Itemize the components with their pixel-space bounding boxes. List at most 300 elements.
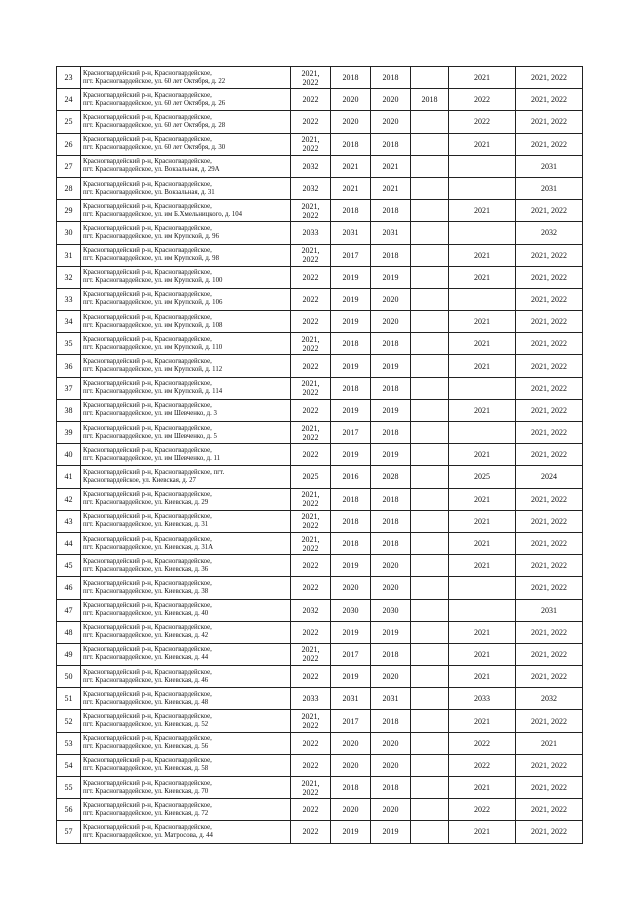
address-line-2: пгт. Красногвардейское, ул. Вокзальная, д. 29А bbox=[83, 166, 220, 174]
year-cell-c4 bbox=[411, 67, 449, 89]
row-number: 43 bbox=[57, 510, 81, 532]
row-number: 48 bbox=[57, 621, 81, 643]
year-cell-c4 bbox=[411, 555, 449, 577]
year-cell-c2: 2017 bbox=[331, 643, 371, 665]
year-cell-c3: 2020 bbox=[371, 555, 411, 577]
table-row bbox=[57, 67, 583, 89]
year-cell-c2: 2019 bbox=[331, 355, 371, 377]
address-cell bbox=[81, 488, 291, 510]
address-line-1: Красногвардейский р-н, Красногвардейское, bbox=[83, 624, 212, 632]
address-line-2: пгт. Красногвардейское, ул. им Крупской, д. 114 bbox=[83, 388, 223, 396]
year-cell-c6: 2021, 2022 bbox=[516, 488, 583, 510]
year-cell-c6: 2021, 2022 bbox=[516, 266, 583, 288]
address-cell bbox=[81, 732, 291, 754]
year-cell-c6: 2021, 2022 bbox=[516, 821, 583, 843]
year-cell-c3: 2030 bbox=[371, 599, 411, 621]
year-cell-c5: 2021 bbox=[449, 821, 516, 843]
year-cell-c3: 2020 bbox=[371, 311, 411, 333]
year-cell-c3: 2020 bbox=[371, 111, 411, 133]
year-cell-c2: 2019 bbox=[331, 621, 371, 643]
year-cell-c5: 2022 bbox=[449, 754, 516, 776]
year-cell-c4 bbox=[411, 488, 449, 510]
year-cell-c3: 2018 bbox=[371, 67, 411, 89]
address-line-1: Красногвардейский р-н, Красногвардейское, bbox=[83, 291, 212, 299]
year-cell-c3: 2018 bbox=[371, 377, 411, 399]
year-cell-c6: 2031 bbox=[516, 177, 583, 199]
year-cell-c6: 2021, 2022 bbox=[516, 532, 583, 554]
year-cell-c6: 2021, 2022 bbox=[516, 67, 583, 89]
year-cell-c1: 2022 bbox=[291, 311, 331, 333]
row-number: 23 bbox=[57, 67, 81, 89]
address-line-2: пгт. Красногвардейское, ул. 60 лет Октября, д. 22 bbox=[83, 77, 226, 85]
year-cell-c5: 2021 bbox=[449, 333, 516, 355]
address-line-1: Красногвардейский р-н, Красногвардейское, bbox=[83, 224, 212, 232]
year-cell-c1: 2022 bbox=[291, 355, 331, 377]
address-line-1: Красногвардейский р-н, Красногвардейское, bbox=[83, 180, 212, 188]
year-cell-c6: 2021, 2022 bbox=[516, 710, 583, 732]
address-cell bbox=[81, 355, 291, 377]
year-cell-c6: 2021, 2022 bbox=[516, 333, 583, 355]
table-row bbox=[57, 510, 583, 532]
row-number: 26 bbox=[57, 133, 81, 155]
table-row bbox=[57, 177, 583, 199]
year-cell-c2: 2030 bbox=[331, 599, 371, 621]
address-line-1: Красногвардейский р-н, Красногвардейское, bbox=[83, 202, 212, 210]
address-cell bbox=[81, 422, 291, 444]
year-cell-c5: 2021 bbox=[449, 777, 516, 799]
address-line-2: пгт. Красногвардейское, ул. Вокзальная, д. 31 bbox=[83, 188, 215, 196]
year-cell-c5: 2021 bbox=[449, 488, 516, 510]
year-cell-c3: 2018 bbox=[371, 643, 411, 665]
address-line-1: Красногвардейский р-н, Красногвардейское, bbox=[83, 358, 212, 366]
address-line-2: пгт. Красногвардейское, ул. им Крупской, д. 110 bbox=[83, 343, 223, 351]
address-line-1: Красногвардейский р-н, Красногвардейское, bbox=[83, 136, 212, 144]
row-number: 31 bbox=[57, 244, 81, 266]
address-line-2: пгт. Красногвардейское, ул. им Шевченко, д. 11 bbox=[83, 454, 221, 462]
document-page bbox=[56, 66, 582, 844]
year-cell-c3: 2019 bbox=[371, 621, 411, 643]
address-line-1: Красногвардейский р-н, Красногвардейское, bbox=[83, 690, 212, 698]
year-cell-c6: 2031 bbox=[516, 155, 583, 177]
address-cell bbox=[81, 777, 291, 799]
year-cell-c3: 2021 bbox=[371, 155, 411, 177]
year-cell-c1: 2022 bbox=[291, 732, 331, 754]
address-line-2: пгт. Красногвардейское, ул. им Крупской, д. 98 bbox=[83, 255, 219, 263]
year-cell-c3: 2020 bbox=[371, 732, 411, 754]
year-cell-c3: 2020 bbox=[371, 754, 411, 776]
address-line-2: Красногвардейское, ул. Киевская, д. 27 bbox=[83, 476, 196, 484]
year-cell-c3: 2031 bbox=[371, 222, 411, 244]
year-cell-c2: 2018 bbox=[331, 377, 371, 399]
year-cell-c1: 2033 bbox=[291, 222, 331, 244]
year-cell-c6: 2032 bbox=[516, 688, 583, 710]
address-cell bbox=[81, 67, 291, 89]
address-cell bbox=[81, 577, 291, 599]
year-cell-c1: 2022 bbox=[291, 666, 331, 688]
year-cell-c2: 2031 bbox=[331, 222, 371, 244]
table-row bbox=[57, 377, 583, 399]
row-number: 36 bbox=[57, 355, 81, 377]
year-cell-c3: 2018 bbox=[371, 532, 411, 554]
row-number: 33 bbox=[57, 288, 81, 310]
table-row bbox=[57, 621, 583, 643]
address-cell bbox=[81, 111, 291, 133]
year-cell-c6: 2021, 2022 bbox=[516, 200, 583, 222]
year-cell-c1: 2022 bbox=[291, 555, 331, 577]
table-row bbox=[57, 333, 583, 355]
year-cell-c1: 2022 bbox=[291, 754, 331, 776]
address-cell bbox=[81, 377, 291, 399]
year-cell-c4 bbox=[411, 311, 449, 333]
row-number: 46 bbox=[57, 577, 81, 599]
year-cell-c3: 2020 bbox=[371, 799, 411, 821]
year-cell-c6: 2024 bbox=[516, 466, 583, 488]
address-cell bbox=[81, 710, 291, 732]
row-number: 27 bbox=[57, 155, 81, 177]
address-line-2: пгт. Красногвардейское, ул. Киевская, д. 72 bbox=[83, 809, 209, 817]
year-cell-c4 bbox=[411, 599, 449, 621]
year-cell-c5: 2021 bbox=[449, 621, 516, 643]
year-cell-c2: 2018 bbox=[331, 777, 371, 799]
year-cell-c6: 2021, 2022 bbox=[516, 754, 583, 776]
table-row bbox=[57, 155, 583, 177]
year-cell-c4 bbox=[411, 777, 449, 799]
year-cell-c4 bbox=[411, 510, 449, 532]
year-cell-c4 bbox=[411, 621, 449, 643]
year-cell-c5: 2022 bbox=[449, 89, 516, 111]
year-cell-c5: 2021 bbox=[449, 532, 516, 554]
address-line-1: Красногвардейский р-н, Красногвардейское, bbox=[83, 779, 212, 787]
address-line-1: Красногвардейский р-н, Красногвардейское, bbox=[83, 380, 212, 388]
address-line-2: пгт. Красногвардейское, ул. Матросова, д. 44 bbox=[83, 831, 213, 839]
row-number: 29 bbox=[57, 200, 81, 222]
year-cell-c2: 2019 bbox=[331, 266, 371, 288]
year-cell-c6: 2021, 2022 bbox=[516, 89, 583, 111]
row-number: 25 bbox=[57, 111, 81, 133]
table-row bbox=[57, 244, 583, 266]
year-cell-c3: 2018 bbox=[371, 422, 411, 444]
year-cell-c2: 2020 bbox=[331, 799, 371, 821]
year-cell-c4 bbox=[411, 177, 449, 199]
year-cell-c5: 2021 bbox=[449, 399, 516, 421]
year-cell-c2: 2018 bbox=[331, 200, 371, 222]
row-number: 34 bbox=[57, 311, 81, 333]
year-cell-c4 bbox=[411, 577, 449, 599]
year-cell-c6: 2021, 2022 bbox=[516, 777, 583, 799]
table-row bbox=[57, 444, 583, 466]
table-row bbox=[57, 288, 583, 310]
year-cell-c6: 2021, 2022 bbox=[516, 377, 583, 399]
year-cell-c4 bbox=[411, 732, 449, 754]
year-cell-c1: 2021, 2022 bbox=[291, 200, 331, 222]
year-cell-c1: 2021, 2022 bbox=[291, 532, 331, 554]
year-cell-c5: 2033 bbox=[449, 688, 516, 710]
address-line-1: Красногвардейский р-н, Красногвардейское, bbox=[83, 446, 212, 454]
year-cell-c4 bbox=[411, 155, 449, 177]
year-cell-c5: 2022 bbox=[449, 732, 516, 754]
address-line-1: Красногвардейский р-н, Красногвардейское, bbox=[83, 247, 212, 255]
table-row bbox=[57, 266, 583, 288]
year-cell-c4 bbox=[411, 466, 449, 488]
year-cell-c4 bbox=[411, 200, 449, 222]
address-line-1: Красногвардейский р-н, Красногвардейское, bbox=[83, 402, 212, 410]
table-row bbox=[57, 821, 583, 843]
year-cell-c4 bbox=[411, 222, 449, 244]
row-number: 38 bbox=[57, 399, 81, 421]
address-line-1: Красногвардейский р-н, Красногвардейское, bbox=[83, 69, 212, 77]
address-line-1: Красногвардейский р-н, Красногвардейское, пгт. bbox=[83, 468, 225, 476]
year-cell-c2: 2020 bbox=[331, 754, 371, 776]
year-cell-c1: 2021, 2022 bbox=[291, 67, 331, 89]
address-cell bbox=[81, 133, 291, 155]
year-cell-c2: 2018 bbox=[331, 510, 371, 532]
year-cell-c5 bbox=[449, 577, 516, 599]
table-row bbox=[57, 111, 583, 133]
address-line-1: Красногвардейский р-н, Красногвардейское, bbox=[83, 335, 212, 343]
table-row bbox=[57, 466, 583, 488]
year-cell-c2: 2018 bbox=[331, 67, 371, 89]
address-cell bbox=[81, 222, 291, 244]
year-cell-c2: 2018 bbox=[331, 488, 371, 510]
year-cell-c2: 2031 bbox=[331, 688, 371, 710]
year-cell-c3: 2020 bbox=[371, 288, 411, 310]
year-cell-c2: 2018 bbox=[331, 133, 371, 155]
address-line-1: Красногвардейский р-н, Красногвардейское, bbox=[83, 668, 212, 676]
year-cell-c3: 2020 bbox=[371, 89, 411, 111]
table-row bbox=[57, 688, 583, 710]
table-row bbox=[57, 732, 583, 754]
address-line-2: пгт. Красногвардейское, ул. 60 лет Октября, д. 28 bbox=[83, 121, 226, 129]
year-cell-c3: 2018 bbox=[371, 777, 411, 799]
year-cell-c3: 2021 bbox=[371, 177, 411, 199]
row-number: 56 bbox=[57, 799, 81, 821]
year-cell-c6: 2021 bbox=[516, 732, 583, 754]
year-cell-c5: 2021 bbox=[449, 133, 516, 155]
address-line-2: пгт. Красногвардейское, ул. им Шевченко, д. 5 bbox=[83, 432, 217, 440]
address-cell bbox=[81, 688, 291, 710]
row-number: 50 bbox=[57, 666, 81, 688]
row-number: 52 bbox=[57, 710, 81, 732]
year-cell-c1: 2022 bbox=[291, 288, 331, 310]
year-cell-c3: 2019 bbox=[371, 821, 411, 843]
year-cell-c6: 2021, 2022 bbox=[516, 355, 583, 377]
address-line-1: Красногвардейский р-н, Красногвардейское, bbox=[83, 313, 212, 321]
year-cell-c2: 2017 bbox=[331, 710, 371, 732]
row-number: 51 bbox=[57, 688, 81, 710]
year-cell-c4 bbox=[411, 244, 449, 266]
row-number: 44 bbox=[57, 532, 81, 554]
year-cell-c6: 2032 bbox=[516, 222, 583, 244]
year-cell-c4 bbox=[411, 799, 449, 821]
address-line-1: Красногвардейский р-н, Красногвардейское, bbox=[83, 557, 212, 565]
year-cell-c5 bbox=[449, 222, 516, 244]
address-cell bbox=[81, 821, 291, 843]
year-cell-c3: 2018 bbox=[371, 333, 411, 355]
table-row bbox=[57, 133, 583, 155]
address-line-2: пгт. Красногвардейское, ул. Киевская, д. 70 bbox=[83, 787, 209, 795]
address-line-2: пгт. Красногвардейское, ул. 60 лет Октября, д. 26 bbox=[83, 99, 226, 107]
year-cell-c6: 2031 bbox=[516, 599, 583, 621]
address-cell bbox=[81, 643, 291, 665]
address-cell bbox=[81, 510, 291, 532]
year-cell-c1: 2021, 2022 bbox=[291, 133, 331, 155]
table-row bbox=[57, 754, 583, 776]
year-cell-c5 bbox=[449, 288, 516, 310]
address-cell bbox=[81, 444, 291, 466]
year-cell-c6: 2021, 2022 bbox=[516, 621, 583, 643]
year-cell-c2: 2017 bbox=[331, 422, 371, 444]
year-cell-c6: 2021, 2022 bbox=[516, 311, 583, 333]
row-number: 53 bbox=[57, 732, 81, 754]
address-cell bbox=[81, 200, 291, 222]
year-cell-c2: 2021 bbox=[331, 155, 371, 177]
year-cell-c3: 2018 bbox=[371, 244, 411, 266]
year-cell-c3: 2031 bbox=[371, 688, 411, 710]
year-cell-c1: 2033 bbox=[291, 688, 331, 710]
address-cell bbox=[81, 466, 291, 488]
address-line-1: Красногвардейский р-н, Красногвардейское, bbox=[83, 646, 212, 654]
year-cell-c5 bbox=[449, 377, 516, 399]
year-cell-c1: 2021, 2022 bbox=[291, 333, 331, 355]
year-cell-c1: 2021, 2022 bbox=[291, 422, 331, 444]
year-cell-c4 bbox=[411, 532, 449, 554]
year-cell-c1: 2022 bbox=[291, 621, 331, 643]
address-line-1: Красногвардейский р-н, Красногвардейское, bbox=[83, 757, 212, 765]
address-line-2: пгт. Красногвардейское, ул. им Крупской, д. 108 bbox=[83, 321, 223, 329]
address-line-2: пгт. Красногвардейское, ул. Киевская, д. 29 bbox=[83, 499, 209, 507]
year-cell-c3: 2020 bbox=[371, 666, 411, 688]
row-number: 47 bbox=[57, 599, 81, 621]
address-line-2: пгт. Красногвардейское, ул. Киевская, д. 40 bbox=[83, 610, 209, 618]
table-row bbox=[57, 422, 583, 444]
year-cell-c6: 2021, 2022 bbox=[516, 399, 583, 421]
address-cell bbox=[81, 333, 291, 355]
year-cell-c5: 2021 bbox=[449, 355, 516, 377]
address-line-2: пгт. Красногвардейское, ул. Киевская, д. 58 bbox=[83, 765, 209, 773]
address-line-1: Красногвардейский р-н, Красногвардейское, bbox=[83, 491, 212, 499]
year-cell-c3: 2018 bbox=[371, 200, 411, 222]
row-number: 42 bbox=[57, 488, 81, 510]
year-cell-c4 bbox=[411, 444, 449, 466]
address-line-2: пгт. Красногвардейское, ул. Киевская, д. 31 bbox=[83, 521, 209, 529]
year-cell-c6: 2021, 2022 bbox=[516, 577, 583, 599]
table-row bbox=[57, 666, 583, 688]
year-cell-c4 bbox=[411, 133, 449, 155]
year-cell-c4 bbox=[411, 710, 449, 732]
year-cell-c5: 2021 bbox=[449, 555, 516, 577]
year-cell-c2: 2018 bbox=[331, 532, 371, 554]
row-number: 24 bbox=[57, 89, 81, 111]
address-line-1: Красногвардейский р-н, Красногвардейское, bbox=[83, 801, 212, 809]
year-cell-c5: 2021 bbox=[449, 444, 516, 466]
address-cell bbox=[81, 555, 291, 577]
address-cell bbox=[81, 244, 291, 266]
address-line-2: пгт. Красногвардейское, ул. Киевская, д. 46 bbox=[83, 676, 209, 684]
address-line-2: пгт. Красногвардейское, ул. 60 лет Октября, д. 30 bbox=[83, 144, 226, 152]
year-cell-c2: 2019 bbox=[331, 311, 371, 333]
year-cell-c1: 2025 bbox=[291, 466, 331, 488]
address-line-1: Красногвардейский р-н, Красногвардейское, bbox=[83, 91, 212, 99]
year-cell-c5: 2022 bbox=[449, 799, 516, 821]
year-cell-c3: 2018 bbox=[371, 133, 411, 155]
year-cell-c1: 2021, 2022 bbox=[291, 777, 331, 799]
table-body bbox=[57, 67, 583, 844]
address-cell bbox=[81, 311, 291, 333]
row-number: 39 bbox=[57, 422, 81, 444]
year-cell-c4 bbox=[411, 333, 449, 355]
year-cell-c5: 2021 bbox=[449, 266, 516, 288]
year-cell-c5: 2021 bbox=[449, 710, 516, 732]
year-cell-c6: 2021, 2022 bbox=[516, 244, 583, 266]
housing-schedule-table bbox=[56, 66, 583, 844]
year-cell-c4 bbox=[411, 355, 449, 377]
year-cell-c2: 2020 bbox=[331, 89, 371, 111]
address-line-2: пгт. Красногвардейское, ул. им Шевченко, д. 3 bbox=[83, 410, 217, 418]
address-line-1: Красногвардейский р-н, Красногвардейское, bbox=[83, 424, 212, 432]
table-row bbox=[57, 643, 583, 665]
address-cell bbox=[81, 288, 291, 310]
row-number: 28 bbox=[57, 177, 81, 199]
address-line-2: пгт. Красногвардейское, ул. Киевская, д. 42 bbox=[83, 632, 209, 640]
table-row bbox=[57, 777, 583, 799]
year-cell-c1: 2021, 2022 bbox=[291, 244, 331, 266]
year-cell-c6: 2021, 2022 bbox=[516, 666, 583, 688]
year-cell-c2: 2020 bbox=[331, 111, 371, 133]
address-line-1: Красногвардейский р-н, Красногвардейское, bbox=[83, 579, 212, 587]
address-line-2: пгт. Красногвардейское, ул. им Б.Хмельницкого, д. 104 bbox=[83, 210, 243, 218]
year-cell-c1: 2021, 2022 bbox=[291, 510, 331, 532]
year-cell-c1: 2021, 2022 bbox=[291, 377, 331, 399]
address-line-1: Красногвардейский р-н, Красногвардейское, bbox=[83, 113, 212, 121]
year-cell-c4 bbox=[411, 266, 449, 288]
year-cell-c2: 2019 bbox=[331, 399, 371, 421]
year-cell-c1: 2021, 2022 bbox=[291, 643, 331, 665]
table-row bbox=[57, 222, 583, 244]
table-row bbox=[57, 555, 583, 577]
year-cell-c6: 2021, 2022 bbox=[516, 422, 583, 444]
year-cell-c3: 2019 bbox=[371, 399, 411, 421]
year-cell-c1: 2022 bbox=[291, 266, 331, 288]
year-cell-c4 bbox=[411, 399, 449, 421]
row-number: 49 bbox=[57, 643, 81, 665]
year-cell-c4 bbox=[411, 288, 449, 310]
row-number: 55 bbox=[57, 777, 81, 799]
year-cell-c5: 2021 bbox=[449, 200, 516, 222]
year-cell-c1: 2032 bbox=[291, 177, 331, 199]
row-number: 35 bbox=[57, 333, 81, 355]
table-row bbox=[57, 599, 583, 621]
year-cell-c2: 2020 bbox=[331, 577, 371, 599]
year-cell-c3: 2018 bbox=[371, 710, 411, 732]
address-line-2: пгт. Красногвардейское, ул. Киевская, д. 38 bbox=[83, 587, 209, 595]
table-row bbox=[57, 399, 583, 421]
address-cell bbox=[81, 399, 291, 421]
year-cell-c2: 2020 bbox=[331, 732, 371, 754]
table-row bbox=[57, 799, 583, 821]
address-line-1: Красногвардейский р-н, Красногвардейское, bbox=[83, 735, 212, 743]
year-cell-c6: 2021, 2022 bbox=[516, 555, 583, 577]
address-cell bbox=[81, 666, 291, 688]
year-cell-c4 bbox=[411, 688, 449, 710]
address-line-2: пгт. Красногвардейское, ул. им Крупской, д. 100 bbox=[83, 277, 223, 285]
year-cell-c1: 2032 bbox=[291, 599, 331, 621]
year-cell-c5 bbox=[449, 599, 516, 621]
year-cell-c5 bbox=[449, 155, 516, 177]
address-line-1: Красногвардейский р-н, Красногвардейское, bbox=[83, 713, 212, 721]
address-cell bbox=[81, 89, 291, 111]
year-cell-c1: 2021, 2022 bbox=[291, 710, 331, 732]
year-cell-c5: 2021 bbox=[449, 311, 516, 333]
